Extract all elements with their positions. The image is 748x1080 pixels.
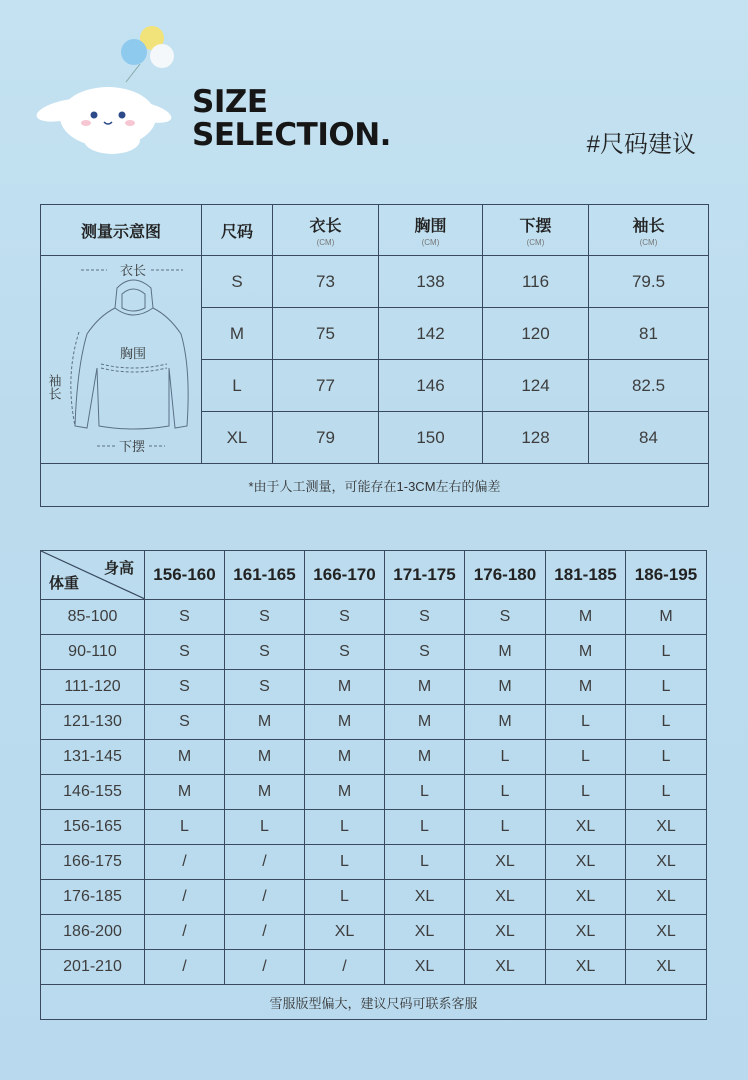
weight-cell: 85-100 — [41, 600, 145, 635]
size-cell: L — [626, 635, 707, 670]
hoodie-diagram-icon — [41, 256, 202, 464]
size-cell: XL — [626, 845, 707, 880]
value-cell: 79 — [273, 412, 379, 464]
size-chart-note-row — [41, 985, 707, 1020]
size-chart-row — [41, 635, 707, 670]
col-sleeve-header — [589, 205, 709, 256]
size-cell: M — [305, 775, 385, 810]
size-cell: L — [626, 740, 707, 775]
size-cell: XL — [465, 880, 546, 915]
value-cell: 150 — [379, 412, 483, 464]
size-cell: M — [305, 740, 385, 775]
size-cell: XL — [385, 950, 465, 985]
size-cell: XL — [626, 915, 707, 950]
weight-cell: 121-130 — [41, 705, 145, 740]
unit-label: (CM) — [526, 238, 545, 247]
title-line-1: SIZE — [192, 84, 268, 120]
size-cell: L — [385, 810, 465, 845]
size-cell: / — [225, 845, 305, 880]
value-cell: 73 — [273, 256, 379, 308]
height-header: 176-180 — [465, 551, 546, 600]
size-cell: XL — [626, 950, 707, 985]
col-diagram-header: 测量示意图 — [41, 205, 202, 256]
size-chart-row — [41, 810, 707, 845]
value-cell: 79.5 — [589, 256, 709, 308]
size-chart-row — [41, 600, 707, 635]
size-cell: S — [145, 635, 225, 670]
height-header: 171-175 — [385, 551, 465, 600]
size-cell: S — [202, 256, 273, 308]
value-cell: 81 — [589, 308, 709, 360]
size-cell: XL — [546, 915, 626, 950]
size-cell: XL — [465, 950, 546, 985]
size-cell: / — [145, 880, 225, 915]
value-cell: 128 — [483, 412, 589, 464]
height-header: 181-185 — [546, 551, 626, 600]
title-line-2: SELECTION. — [192, 117, 391, 153]
measurement-note: *由于人工测量，可能存在1-3CM左右的偏差 — [41, 464, 709, 507]
diagram-sleeve-label: 袖长 — [46, 374, 62, 400]
size-chart-row — [41, 915, 707, 950]
size-cell: S — [225, 670, 305, 705]
value-cell: 75 — [273, 308, 379, 360]
weight-cell: 131-145 — [41, 740, 145, 775]
diagram-hem-label: 下摆 — [118, 439, 146, 454]
unit-label: (CM) — [316, 238, 335, 247]
measurement-header-row — [41, 205, 709, 256]
size-cell: S — [305, 600, 385, 635]
size-chart-row — [41, 880, 707, 915]
unit-label: (CM) — [421, 238, 440, 247]
size-cell: L — [626, 705, 707, 740]
value-cell: 84 — [589, 412, 709, 464]
diagram-chest-label: 胸围 — [119, 346, 147, 361]
col-length-header — [273, 205, 379, 256]
weight-cell: 201-210 — [41, 950, 145, 985]
col-label: 衣长 — [309, 218, 342, 235]
weight-cell: 156-165 — [41, 810, 145, 845]
size-cell: XL — [385, 880, 465, 915]
size-chart-note: 雪服版型偏大，建议尺码可联系客服 — [41, 985, 707, 1020]
size-cell: S — [145, 705, 225, 740]
size-cell: M — [145, 740, 225, 775]
size-cell: S — [145, 670, 225, 705]
corner-cell — [41, 551, 145, 600]
col-label: 胸围 — [414, 218, 447, 235]
size-cell: L — [305, 810, 385, 845]
value-cell: 138 — [379, 256, 483, 308]
height-label: 身高 — [103, 560, 134, 577]
size-chart-table — [40, 550, 707, 1020]
weight-cell: 166-175 — [41, 845, 145, 880]
unit-label: (CM) — [639, 238, 658, 247]
weight-cell: 176-185 — [41, 880, 145, 915]
col-label: 下摆 — [519, 218, 552, 235]
size-chart-row — [41, 950, 707, 985]
measurement-row — [41, 256, 709, 308]
size-cell: L — [385, 775, 465, 810]
size-cell: S — [305, 635, 385, 670]
size-cell: M — [465, 705, 546, 740]
size-cell: L — [546, 775, 626, 810]
size-cell: M — [465, 635, 546, 670]
size-cell: S — [145, 600, 225, 635]
weight-cell: 146-155 — [41, 775, 145, 810]
page-subtitle: #尺码建议 — [586, 131, 696, 158]
height-header: 186-195 — [626, 551, 707, 600]
size-cell: S — [225, 635, 305, 670]
size-cell: M — [202, 308, 273, 360]
size-chart-row — [41, 705, 707, 740]
col-hem-header — [483, 205, 589, 256]
value-cell: 142 — [379, 308, 483, 360]
size-chart-header-row — [41, 551, 707, 600]
size-cell: L — [385, 845, 465, 880]
size-cell: M — [225, 705, 305, 740]
weight-cell: 111-120 — [41, 670, 145, 705]
size-cell: M — [626, 600, 707, 635]
size-cell: XL — [546, 845, 626, 880]
size-cell: M — [145, 775, 225, 810]
balloon-icon — [121, 26, 174, 82]
size-cell: M — [305, 670, 385, 705]
size-cell: / — [145, 950, 225, 985]
size-cell: L — [546, 740, 626, 775]
size-cell: XL — [202, 412, 273, 464]
value-cell: 120 — [483, 308, 589, 360]
weight-label: 体重 — [49, 575, 80, 592]
size-cell: XL — [385, 915, 465, 950]
page-title — [192, 86, 391, 152]
size-chart-row — [41, 670, 707, 705]
size-cell: M — [385, 670, 465, 705]
size-cell: M — [225, 740, 305, 775]
size-cell: S — [225, 600, 305, 635]
size-cell: L — [546, 705, 626, 740]
measurement-note-row — [41, 464, 709, 507]
size-cell: M — [385, 705, 465, 740]
size-cell: M — [305, 705, 385, 740]
hoodie-diagram — [41, 256, 202, 464]
size-cell: / — [225, 880, 305, 915]
size-cell: / — [225, 915, 305, 950]
measurement-table — [40, 204, 709, 507]
size-cell: L — [465, 810, 546, 845]
diagram-length-label: 衣长 — [119, 263, 147, 278]
size-chart-row — [41, 845, 707, 880]
height-header: 166-170 — [305, 551, 385, 600]
size-cell: XL — [626, 880, 707, 915]
size-cell: S — [465, 600, 546, 635]
size-cell: XL — [546, 880, 626, 915]
value-cell: 116 — [483, 256, 589, 308]
size-cell: M — [465, 670, 546, 705]
size-cell: / — [225, 950, 305, 985]
col-chest-header — [379, 205, 483, 256]
size-cell: L — [626, 775, 707, 810]
size-cell: L — [305, 880, 385, 915]
height-header: 161-165 — [225, 551, 305, 600]
size-cell: L — [145, 810, 225, 845]
size-cell: XL — [465, 845, 546, 880]
size-cell: M — [546, 670, 626, 705]
size-cell: L — [305, 845, 385, 880]
size-cell: XL — [546, 950, 626, 985]
height-header: 156-160 — [145, 551, 225, 600]
size-cell: L — [225, 810, 305, 845]
size-chart-row — [41, 775, 707, 810]
size-cell: XL — [465, 915, 546, 950]
cinnamoroll-mascot-icon — [28, 22, 188, 162]
size-cell: / — [145, 845, 225, 880]
value-cell: 77 — [273, 360, 379, 412]
col-size-header: 尺码 — [202, 205, 273, 256]
size-cell: XL — [305, 915, 385, 950]
size-cell: / — [305, 950, 385, 985]
size-cell: M — [546, 635, 626, 670]
value-cell: 124 — [483, 360, 589, 412]
size-cell: L — [626, 670, 707, 705]
size-cell: XL — [546, 810, 626, 845]
size-cell: M — [225, 775, 305, 810]
weight-cell: 186-200 — [41, 915, 145, 950]
size-cell: M — [385, 740, 465, 775]
size-cell: L — [465, 740, 546, 775]
size-cell: / — [145, 915, 225, 950]
size-cell: M — [546, 600, 626, 635]
size-cell: S — [385, 600, 465, 635]
col-label: 袖长 — [632, 218, 665, 235]
size-cell: L — [465, 775, 546, 810]
size-cell: S — [385, 635, 465, 670]
value-cell: 146 — [379, 360, 483, 412]
size-chart-row — [41, 740, 707, 775]
size-cell: XL — [626, 810, 707, 845]
weight-cell: 90-110 — [41, 635, 145, 670]
value-cell: 82.5 — [589, 360, 709, 412]
size-cell: L — [202, 360, 273, 412]
